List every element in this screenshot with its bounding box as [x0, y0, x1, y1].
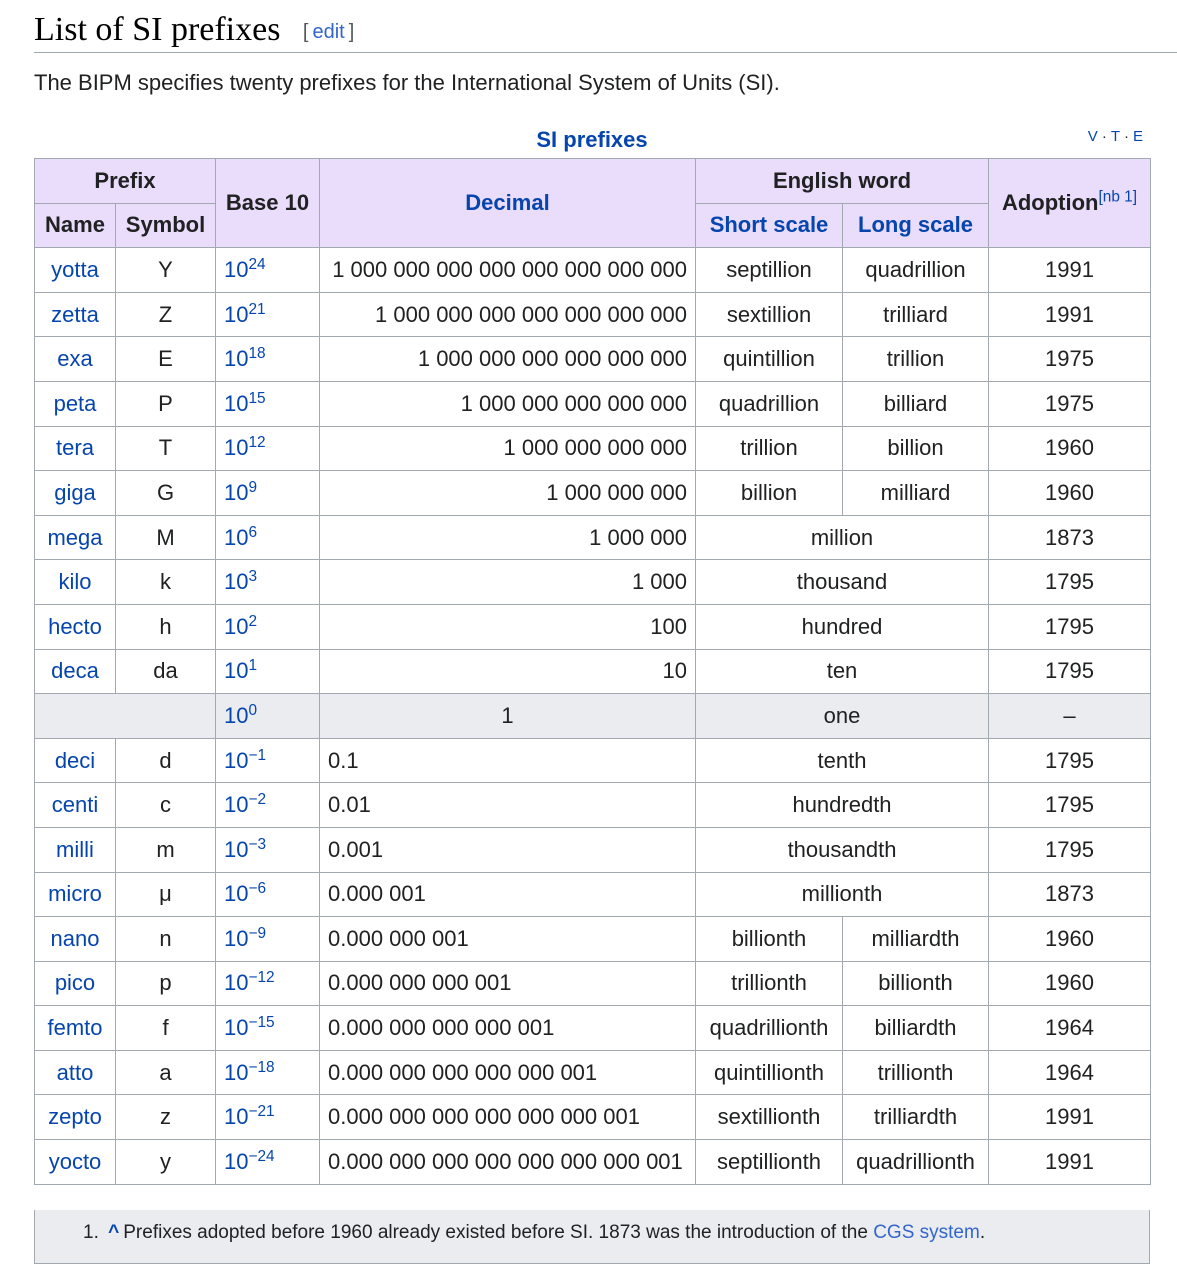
- prefix-name-link[interactable]: zepto: [48, 1104, 102, 1130]
- prefix-name-cell: [35, 827, 116, 872]
- table-row: [35, 426, 1151, 471]
- table-caption-link[interactable]: SI prefixes: [536, 127, 648, 152]
- prefix-name-link[interactable]: yocto: [48, 1148, 102, 1174]
- edit-template-link[interactable]: E: [1132, 128, 1144, 145]
- prefix-name-cell: [35, 961, 116, 1006]
- decimal-value: 1 000 000 000 000: [320, 426, 696, 471]
- short-scale-word: trillionth: [696, 961, 843, 1006]
- short-scale-word: septillionth: [696, 1140, 843, 1185]
- prefix-name-cell: [35, 337, 116, 382]
- base10-cell: [216, 872, 320, 917]
- table-row: [35, 337, 1151, 382]
- adoption-note-ref[interactable]: [nb 1]: [1098, 188, 1138, 206]
- table-row: [35, 248, 1151, 293]
- short-scale-word: quintillionth: [696, 1050, 843, 1095]
- base10-link[interactable]: [224, 480, 257, 505]
- short-scale-word: trillion: [696, 426, 843, 471]
- short-scale-word: sextillionth: [696, 1095, 843, 1140]
- english-word: ten: [696, 649, 989, 694]
- base10-base: 10: [224, 435, 249, 461]
- base10-base: 10: [224, 1059, 249, 1085]
- adoption-year: 1795: [989, 649, 1151, 694]
- base10-link[interactable]: [224, 614, 257, 639]
- table-row: [35, 471, 1151, 516]
- base10-link[interactable]: [224, 1149, 275, 1174]
- prefix-name-link[interactable]: micro: [48, 881, 102, 907]
- prefix-name-link[interactable]: hecto: [48, 613, 102, 639]
- base10-cell: [216, 381, 320, 426]
- base10-exponent: −9: [248, 924, 267, 942]
- adoption-year: 1795: [989, 738, 1151, 783]
- base10-base: 10: [224, 881, 249, 907]
- base10-cell: [216, 917, 320, 962]
- prefix-name-cell: [35, 248, 116, 293]
- prefix-name-cell: [35, 560, 116, 605]
- footnote-backlink[interactable]: ^: [108, 1222, 120, 1243]
- base10-exponent: 24: [248, 255, 266, 273]
- prefix-name-cell: [35, 426, 116, 471]
- english-word: hundred: [696, 604, 989, 649]
- decimal-value: 1 000 000 000 000 000 000 000 000: [320, 248, 696, 293]
- prefix-name-link[interactable]: deca: [51, 658, 99, 684]
- view-link[interactable]: V: [1087, 128, 1099, 145]
- prefix-symbol: f: [116, 1006, 216, 1051]
- table-row: [35, 1095, 1151, 1140]
- base10-base: 10: [224, 301, 249, 327]
- long-scale-word: trilliard: [843, 292, 989, 337]
- prefix-name-cell: [35, 1140, 116, 1185]
- base10-cell: [216, 649, 320, 694]
- decimal-value: 0.000 000 000 000 000 000 001: [320, 1095, 696, 1140]
- decimal-value: 1 000 000: [320, 515, 696, 560]
- table-row: [35, 381, 1151, 426]
- base10-base: 10: [224, 346, 249, 372]
- decimal-value: 1 000: [320, 560, 696, 605]
- adoption-year: 1873: [989, 872, 1151, 917]
- adoption-year: 1873: [989, 515, 1151, 560]
- base10-cell: [216, 1140, 320, 1185]
- base10-link[interactable]: [224, 658, 257, 683]
- prefix-symbol: y: [116, 1140, 216, 1185]
- prefix-symbol: da: [116, 649, 216, 694]
- prefix-name-cell: [35, 515, 116, 560]
- base10-exponent: −18: [248, 1058, 275, 1076]
- table-row: [35, 827, 1151, 872]
- base10-base: 10: [224, 256, 249, 282]
- prefix-symbol: m: [116, 827, 216, 872]
- prefix-name-cell: [35, 604, 116, 649]
- english-word: million: [696, 515, 989, 560]
- table-row: [35, 961, 1151, 1006]
- decimal-value: 0.000 000 000 001: [320, 961, 696, 1006]
- adoption-year: 1991: [989, 1095, 1151, 1140]
- short-scale-word: septillion: [696, 248, 843, 293]
- base10-exponent: −2: [248, 791, 267, 809]
- base10-base: 10: [224, 702, 249, 728]
- adoption-year: 1960: [989, 426, 1151, 471]
- prefix-symbol: P: [116, 381, 216, 426]
- base10-cell: [216, 738, 320, 783]
- table-row: [35, 515, 1151, 560]
- prefix-name-cell: [35, 471, 116, 516]
- prefix-name-link[interactable]: zetta: [51, 301, 99, 327]
- base10-base: 10: [224, 970, 249, 996]
- footnote-text: Prefixes adopted before 1960 already existed before SI. 1873 was the introduction of the: [123, 1222, 868, 1243]
- base10-exponent: −1: [248, 746, 267, 764]
- adoption-year: 1795: [989, 560, 1151, 605]
- si-prefixes-table: [34, 158, 1151, 1185]
- base10-base: 10: [224, 792, 249, 818]
- base10-base: 10: [224, 925, 249, 951]
- base10-cell: [216, 292, 320, 337]
- base10-exponent: −6: [248, 880, 267, 898]
- prefix-name-link[interactable]: tera: [56, 435, 94, 461]
- base10-base: 10: [224, 1148, 249, 1174]
- edit-section: [303, 21, 354, 44]
- prefix-symbol: z: [116, 1095, 216, 1140]
- adoption-year: 1795: [989, 783, 1151, 828]
- decimal-value: 10: [320, 649, 696, 694]
- base10-link[interactable]: [224, 837, 266, 862]
- adoption-year: 1960: [989, 961, 1151, 1006]
- english-word: one: [696, 694, 989, 739]
- adoption-year: 1795: [989, 827, 1151, 872]
- adoption-year: 1991: [989, 292, 1151, 337]
- base10-cell: [216, 560, 320, 605]
- long-scale-word: quadrillion: [843, 248, 989, 293]
- prefix-symbol: p: [116, 961, 216, 1006]
- table-row: [35, 783, 1151, 828]
- base10-link[interactable]: [224, 792, 266, 817]
- prefix-symbol: G: [116, 471, 216, 516]
- english-word: thousandth: [696, 827, 989, 872]
- base10-cell: [216, 248, 320, 293]
- base10-exponent: 15: [248, 389, 266, 407]
- header-symbol: Symbol: [116, 203, 216, 248]
- base10-link[interactable]: [224, 926, 266, 951]
- base10-link[interactable]: [224, 748, 266, 773]
- prefix-name-cell: [35, 872, 116, 917]
- prefix-name-link[interactable]: centi: [51, 792, 99, 818]
- table-body: [35, 248, 1151, 1184]
- base10-link[interactable]: [224, 1015, 275, 1040]
- table-row: [35, 560, 1151, 605]
- table-row: [35, 649, 1151, 694]
- header-adoption: [989, 159, 1151, 248]
- section-heading: [34, 8, 1177, 53]
- decimal-value: 0.000 000 000 000 000 000 000 001: [320, 1140, 696, 1185]
- prefix-name-link[interactable]: atto: [56, 1059, 94, 1085]
- intro-paragraph: The BIPM specifies twenty prefixes for the International System of Units (SI).: [34, 70, 780, 95]
- decimal-value: 1 000 000 000: [320, 471, 696, 516]
- vte-separator: ·: [1101, 128, 1108, 145]
- long-scale-word: trillionth: [843, 1050, 989, 1095]
- adoption-year: 1964: [989, 1050, 1151, 1095]
- prefix-symbol: μ: [116, 872, 216, 917]
- base10-link[interactable]: [224, 1060, 275, 1085]
- prefix-symbol: c: [116, 783, 216, 828]
- header-decimal[interactable]: Decimal: [320, 159, 696, 248]
- base10-exponent: 1: [248, 657, 258, 675]
- table-row: [35, 738, 1151, 783]
- header-adoption-label: Adoption: [1001, 190, 1099, 216]
- table-row: [35, 917, 1151, 962]
- base10-link[interactable]: [224, 881, 266, 906]
- prefix-symbol: k: [116, 560, 216, 605]
- decimal-value: 100: [320, 604, 696, 649]
- base10-exponent: 2: [248, 612, 258, 630]
- prefix-name-cell: [35, 1006, 116, 1051]
- decimal-value: 1: [320, 694, 696, 739]
- prefix-name-cell: [35, 783, 116, 828]
- adoption-year: 1960: [989, 471, 1151, 516]
- adoption-year: 1975: [989, 381, 1151, 426]
- table-row: [35, 1140, 1151, 1185]
- prefix-symbol: d: [116, 738, 216, 783]
- base10-exponent: −3: [248, 835, 267, 853]
- footnote-end: .: [979, 1222, 986, 1243]
- base10-link[interactable]: [224, 525, 257, 550]
- header-base10: Base 10: [216, 159, 320, 248]
- decimal-value: 0.000 001: [320, 872, 696, 917]
- prefix-name-link[interactable]: femto: [47, 1015, 103, 1041]
- base10-exponent: 6: [248, 523, 258, 541]
- base10-base: 10: [224, 479, 249, 505]
- base10-base: 10: [224, 836, 249, 862]
- header-name: Name: [35, 203, 116, 248]
- short-scale-word: quadrillionth: [696, 1006, 843, 1051]
- base10-cell: [216, 961, 320, 1006]
- base10-link[interactable]: [224, 391, 266, 416]
- short-scale-word: quintillion: [696, 337, 843, 382]
- base10-exponent: 3: [248, 568, 258, 586]
- base10-cell: [216, 1006, 320, 1051]
- base10-base: 10: [224, 747, 249, 773]
- base10-cell: [216, 515, 320, 560]
- prefix-symbol: E: [116, 337, 216, 382]
- vte-links: [1088, 128, 1144, 145]
- english-word: thousand: [696, 560, 989, 605]
- long-scale-word: billiardth: [843, 1006, 989, 1051]
- base10-link[interactable]: [224, 257, 266, 282]
- prefix-symbol: T: [116, 426, 216, 471]
- decimal-value: 1 000 000 000 000 000: [320, 381, 696, 426]
- base10-exponent: 12: [248, 434, 266, 452]
- long-scale-word: billionth: [843, 961, 989, 1006]
- decimal-value: 0.000 000 000 000 001: [320, 1006, 696, 1051]
- adoption-year: –: [989, 694, 1151, 739]
- footnote-number: 1.: [83, 1222, 99, 1243]
- base10-exponent: −21: [248, 1103, 275, 1121]
- prefix-name-cell: [35, 292, 116, 337]
- prefix-symbol: Y: [116, 248, 216, 293]
- edit-bracket-close: ]: [348, 21, 355, 43]
- header-prefix: Prefix: [35, 159, 216, 204]
- prefix-name-link[interactable]: exa: [57, 346, 93, 372]
- prefix-name-cell: [35, 738, 116, 783]
- base10-cell: [216, 1050, 320, 1095]
- prefix-name-cell: [35, 649, 116, 694]
- english-word: hundredth: [696, 783, 989, 828]
- table-row: [35, 1050, 1151, 1095]
- prefix-symbol: a: [116, 1050, 216, 1095]
- base10-exponent: −12: [248, 969, 275, 987]
- long-scale-word: quadrillionth: [843, 1140, 989, 1185]
- decimal-value: 1 000 000 000 000 000 000: [320, 337, 696, 382]
- base10-exponent: −15: [248, 1014, 275, 1032]
- base10-base: 10: [224, 1015, 249, 1041]
- base10-base: 10: [224, 1104, 249, 1130]
- prefix-name-link[interactable]: kilo: [58, 569, 92, 595]
- table-row: [35, 292, 1151, 337]
- short-scale-word: billion: [696, 471, 843, 516]
- long-scale-word: milliard: [843, 471, 989, 516]
- cgs-system-link[interactable]: CGS system: [873, 1222, 980, 1243]
- base10-cell: [216, 337, 320, 382]
- decimal-value: 0.000 000 001: [320, 917, 696, 962]
- prefix-name-link[interactable]: pico: [54, 970, 96, 996]
- table-row: [35, 604, 1151, 649]
- base10-exponent: 18: [248, 345, 266, 363]
- edit-link[interactable]: edit: [312, 21, 345, 43]
- prefix-name-cell: [35, 917, 116, 962]
- prefix-name-link[interactable]: peta: [53, 390, 97, 416]
- prefix-symbol: n: [116, 917, 216, 962]
- english-word: millionth: [696, 872, 989, 917]
- vte-separator: ·: [1123, 128, 1130, 145]
- short-scale-word: billionth: [696, 917, 843, 962]
- prefix-name-cell: [35, 1095, 116, 1140]
- prefix-name-link[interactable]: deci: [54, 747, 96, 773]
- table-row: [35, 694, 1151, 739]
- base10-link[interactable]: [224, 569, 257, 594]
- base10-exponent: 21: [248, 300, 266, 318]
- table-row: [35, 1006, 1151, 1051]
- section-title: List of SI prefixes: [34, 11, 281, 48]
- english-word: tenth: [696, 738, 989, 783]
- base10-link[interactable]: [224, 346, 266, 371]
- base10-base: 10: [224, 658, 249, 684]
- empty-name-symbol-cell: [35, 694, 216, 739]
- short-scale-word: sextillion: [696, 292, 843, 337]
- base10-cell: [216, 783, 320, 828]
- long-scale-word: billion: [843, 426, 989, 471]
- adoption-year: 1964: [989, 1006, 1151, 1051]
- decimal-value: 0.001: [320, 827, 696, 872]
- long-scale-word: trillion: [843, 337, 989, 382]
- header-long-scale[interactable]: Long scale: [843, 203, 989, 248]
- table-row: [35, 872, 1151, 917]
- base10-cell: [216, 426, 320, 471]
- prefix-symbol: M: [116, 515, 216, 560]
- long-scale-word: milliardth: [843, 917, 989, 962]
- base10-exponent: −24: [248, 1147, 275, 1165]
- base10-cell: [216, 604, 320, 649]
- edit-bracket-open: [: [302, 21, 309, 43]
- base10-link[interactable]: [224, 1104, 275, 1129]
- prefix-symbol: Z: [116, 292, 216, 337]
- header-english-word: English word: [696, 159, 989, 204]
- base10-link[interactable]: [224, 970, 275, 995]
- prefix-symbol: h: [116, 604, 216, 649]
- table-caption: [34, 124, 1150, 158]
- prefix-name-link[interactable]: nano: [50, 925, 100, 951]
- footnote: [34, 1210, 1150, 1264]
- decimal-value: 0.1: [320, 738, 696, 783]
- base10-cell: [216, 1095, 320, 1140]
- short-scale-word: quadrillion: [696, 381, 843, 426]
- adoption-year: 1960: [989, 917, 1151, 962]
- adoption-year: 1991: [989, 248, 1151, 293]
- prefix-name-link[interactable]: milli: [56, 836, 94, 862]
- decimal-value: 0.000 000 000 000 000 001: [320, 1050, 696, 1095]
- adoption-year: 1991: [989, 1140, 1151, 1185]
- base10-cell: [216, 694, 320, 739]
- base10-cell: [216, 827, 320, 872]
- prefix-name-link[interactable]: mega: [47, 524, 103, 550]
- base10-base: 10: [224, 390, 249, 416]
- adoption-year: 1975: [989, 337, 1151, 382]
- base10-link[interactable]: [224, 435, 266, 460]
- prefix-name-link[interactable]: yotta: [51, 256, 99, 282]
- base10-base: 10: [224, 613, 249, 639]
- base10-exponent: 9: [248, 478, 258, 496]
- decimal-value: 0.01: [320, 783, 696, 828]
- decimal-value: 1 000 000 000 000 000 000 000: [320, 292, 696, 337]
- base10-link[interactable]: [224, 302, 266, 327]
- long-scale-word: trilliardth: [843, 1095, 989, 1140]
- adoption-year: 1795: [989, 604, 1151, 649]
- base10-cell: [216, 471, 320, 516]
- long-scale-word: billiard: [843, 381, 989, 426]
- base10-exponent: 0: [248, 701, 258, 719]
- base10-base: 10: [224, 569, 249, 595]
- prefix-name-link[interactable]: giga: [54, 479, 96, 505]
- header-short-scale[interactable]: Short scale: [696, 203, 843, 248]
- prefix-name-cell: [35, 381, 116, 426]
- talk-link[interactable]: T: [1110, 128, 1121, 145]
- base10-base: 10: [224, 524, 249, 550]
- prefix-name-cell: [35, 1050, 116, 1095]
- base10-link[interactable]: [224, 703, 257, 728]
